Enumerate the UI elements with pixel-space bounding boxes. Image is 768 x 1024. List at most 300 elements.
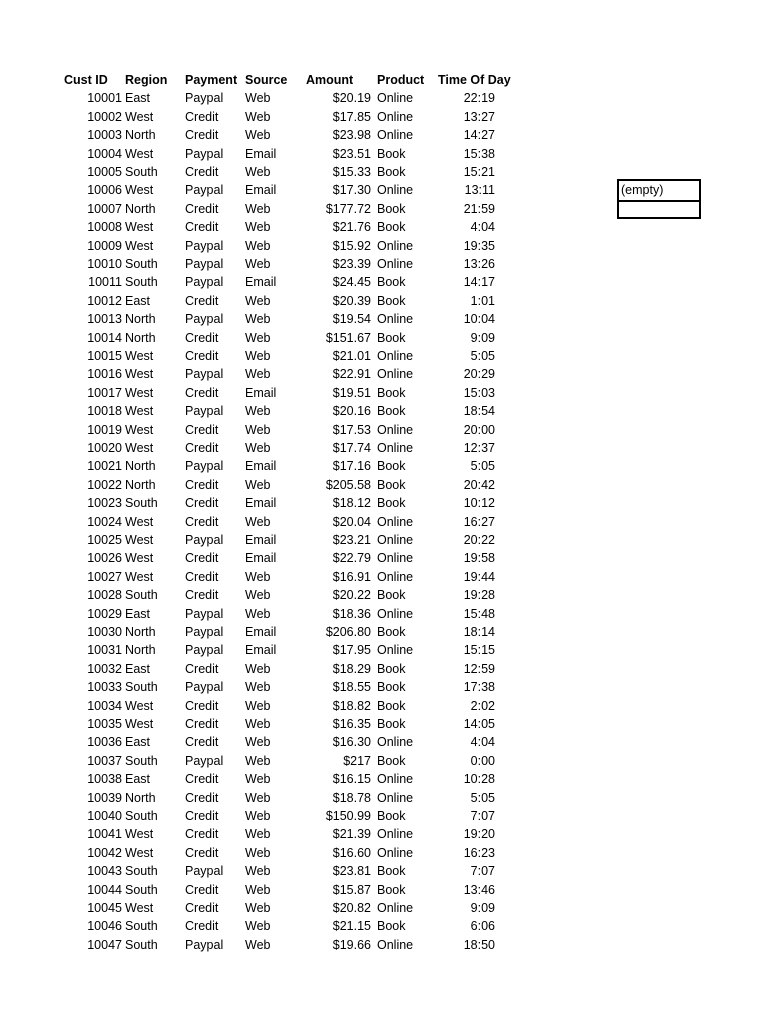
cell-product[interactable]: Online (377, 845, 414, 860)
cell-payment[interactable]: Paypal (185, 937, 224, 952)
cell-time-of-day[interactable]: 19:44 (463, 569, 495, 584)
cell-region[interactable]: West (125, 845, 154, 860)
cell-time-of-day[interactable]: 10:04 (463, 312, 495, 327)
cell-source[interactable]: Email (245, 275, 277, 290)
cell-product[interactable]: Online (377, 441, 414, 455)
cell-cust-id[interactable]: 10037 (87, 753, 122, 768)
cell-payment[interactable]: Paypal (185, 183, 224, 198)
cell-amount[interactable]: $20.04 (332, 514, 371, 529)
cell-product[interactable]: Online (377, 109, 414, 124)
cell-product[interactable]: Book (377, 220, 406, 235)
cell-payment[interactable]: Paypal (185, 275, 224, 290)
cell-source[interactable]: Web (245, 128, 271, 143)
cell-region[interactable]: North (125, 312, 156, 327)
cell-payment[interactable]: Credit (185, 293, 219, 308)
cell-region[interactable]: West (125, 901, 154, 915)
cell-payment[interactable]: Paypal (185, 146, 224, 161)
cell-product[interactable]: Online (377, 569, 414, 584)
cell-cust-id[interactable]: 10002 (87, 109, 122, 124)
cell-cust-id[interactable]: 10010 (87, 257, 122, 271)
cell-payment[interactable]: Paypal (185, 680, 224, 695)
cell-amount[interactable]: $19.54 (332, 312, 371, 327)
cell-time-of-day[interactable]: 4:04 (470, 735, 495, 750)
cell-cust-id[interactable]: 10043 (87, 864, 122, 879)
cell-product[interactable]: Book (377, 165, 406, 179)
cell-time-of-day[interactable]: 13:26 (463, 257, 495, 271)
cell-source[interactable]: Email (245, 385, 277, 400)
cell-time-of-day[interactable]: 15:48 (463, 606, 495, 621)
cell-cust-id[interactable]: 10007 (87, 201, 122, 216)
cell-amount[interactable]: $18.36 (332, 606, 371, 621)
cell-region[interactable]: South (125, 257, 158, 271)
cell-time-of-day[interactable]: 22:19 (463, 91, 495, 106)
cell-product[interactable]: Online (377, 606, 414, 621)
cell-time-of-day[interactable]: 12:59 (463, 661, 495, 676)
cell-cust-id[interactable]: 10025 (87, 533, 122, 547)
cell-amount[interactable]: $18.29 (332, 661, 371, 676)
cell-payment[interactable]: Credit (185, 349, 219, 363)
cell-amount[interactable]: $18.55 (332, 680, 371, 695)
cell-region[interactable]: South (125, 882, 158, 897)
header-product[interactable]: Product (377, 73, 425, 87)
cell-amount[interactable]: $20.22 (332, 588, 371, 603)
cell-region[interactable]: East (125, 661, 151, 676)
cell-amount[interactable]: $24.45 (332, 275, 371, 290)
cell-time-of-day[interactable]: 13:46 (463, 882, 495, 897)
cell-payment[interactable]: Paypal (185, 625, 224, 639)
cell-cust-id[interactable]: 10020 (87, 441, 122, 455)
cell-cust-id[interactable]: 10019 (87, 422, 122, 437)
cell-product[interactable]: Online (377, 937, 414, 952)
cell-payment[interactable]: Credit (185, 220, 219, 235)
cell-time-of-day[interactable]: 14:27 (463, 128, 495, 143)
cell-amount[interactable]: $21.76 (332, 220, 371, 235)
cell-time-of-day[interactable]: 16:27 (463, 514, 495, 529)
cell-payment[interactable]: Paypal (185, 312, 224, 327)
cell-amount[interactable]: $20.16 (332, 404, 371, 419)
cell-region[interactable]: West (125, 717, 154, 731)
cell-time-of-day[interactable]: 20:29 (463, 367, 495, 382)
cell-source[interactable]: Email (245, 183, 277, 198)
cell-time-of-day[interactable]: 7:07 (470, 864, 495, 879)
cell-payment[interactable]: Credit (185, 441, 219, 455)
cell-amount[interactable]: $16.60 (332, 845, 371, 860)
cell-cust-id[interactable]: 10022 (87, 477, 122, 492)
cell-time-of-day[interactable]: 5:05 (470, 790, 495, 805)
cell-cust-id[interactable]: 10017 (87, 385, 122, 400)
cell-cust-id[interactable]: 10042 (87, 845, 122, 860)
cell-product[interactable]: Book (377, 588, 406, 603)
cell-time-of-day[interactable]: 19:28 (463, 588, 495, 603)
cell-product[interactable]: Online (377, 312, 414, 327)
cell-amount[interactable]: $17.53 (332, 422, 371, 437)
cell-region[interactable]: East (125, 293, 151, 308)
cell-region[interactable]: South (125, 937, 158, 952)
cell-source[interactable]: Web (245, 349, 271, 363)
cell-cust-id[interactable]: 10005 (87, 165, 122, 179)
cell-region[interactable]: North (125, 477, 156, 492)
cell-time-of-day[interactable]: 2:02 (470, 698, 495, 713)
cell-product[interactable]: Online (377, 790, 414, 805)
cell-time-of-day[interactable]: 18:50 (463, 937, 495, 952)
cell-product[interactable]: Online (377, 827, 414, 842)
cell-source[interactable]: Web (245, 698, 271, 713)
cell-region[interactable]: West (125, 533, 154, 547)
cell-cust-id[interactable]: 10018 (87, 404, 122, 419)
cell-source[interactable]: Web (245, 680, 271, 695)
cell-product[interactable]: Book (377, 919, 406, 934)
cell-time-of-day[interactable]: 20:00 (463, 422, 495, 437)
cell-source[interactable]: Email (245, 625, 277, 639)
cell-region[interactable]: West (125, 146, 154, 161)
cell-source[interactable]: Web (245, 477, 271, 492)
cell-product[interactable]: Book (377, 404, 406, 419)
cell-cust-id[interactable]: 10021 (87, 459, 122, 474)
cell-product[interactable]: Online (377, 772, 414, 787)
cell-amount[interactable]: $17.16 (332, 459, 371, 474)
cell-region[interactable]: East (125, 606, 151, 621)
header-cust-id[interactable]: Cust ID (64, 73, 108, 87)
cell-amount[interactable]: $15.87 (332, 882, 371, 897)
cell-amount[interactable]: $23.98 (332, 128, 371, 143)
cell-time-of-day[interactable]: 12:37 (463, 441, 495, 455)
cell-time-of-day[interactable]: 19:58 (463, 551, 495, 566)
cell-product[interactable]: Online (377, 238, 414, 253)
cell-payment[interactable]: Credit (185, 109, 219, 124)
cell-payment[interactable]: Credit (185, 661, 219, 676)
cell-amount[interactable]: $206.80 (325, 625, 371, 639)
cell-payment[interactable]: Paypal (185, 238, 224, 253)
cell-source[interactable]: Email (245, 533, 277, 547)
cell-region[interactable]: South (125, 809, 158, 823)
cell-product[interactable]: Online (377, 183, 414, 198)
header-amount[interactable]: Amount (306, 73, 354, 87)
header-source[interactable]: Source (245, 73, 288, 87)
cell-time-of-day[interactable]: 19:35 (463, 238, 495, 253)
cell-cust-id[interactable]: 10026 (87, 551, 122, 566)
cell-region[interactable]: North (125, 201, 156, 216)
cell-source[interactable]: Web (245, 514, 271, 529)
cell-time-of-day[interactable]: 15:03 (463, 385, 495, 400)
cell-time-of-day[interactable]: 21:59 (463, 201, 495, 216)
cell-source[interactable]: Web (245, 735, 271, 750)
cell-cust-id[interactable]: 10032 (87, 661, 122, 676)
cell-product[interactable]: Online (377, 257, 414, 271)
cell-time-of-day[interactable]: 9:09 (470, 330, 495, 345)
cell-amount[interactable]: $18.12 (332, 496, 371, 511)
cell-amount[interactable]: $177.72 (325, 201, 371, 216)
cell-product[interactable]: Online (377, 91, 414, 106)
cell-region[interactable]: North (125, 128, 156, 143)
cell-cust-id[interactable]: 10040 (87, 809, 122, 823)
cell-region[interactable]: West (125, 238, 154, 253)
cell-region[interactable]: West (125, 183, 154, 198)
cell-cust-id[interactable]: 10035 (87, 717, 122, 731)
cell-source[interactable]: Web (245, 588, 271, 603)
cell-region[interactable]: East (125, 91, 151, 106)
cell-region[interactable]: South (125, 680, 158, 695)
cell-product[interactable]: Book (377, 680, 406, 695)
cell-cust-id[interactable]: 10024 (87, 514, 122, 529)
cell-product[interactable]: Book (377, 753, 406, 768)
cell-amount[interactable]: $20.82 (332, 901, 371, 915)
cell-source[interactable]: Web (245, 790, 271, 805)
cell-payment[interactable]: Credit (185, 790, 219, 805)
cell-time-of-day[interactable]: 15:21 (463, 165, 495, 179)
cell-time-of-day[interactable]: 9:09 (470, 901, 495, 915)
cell-region[interactable]: East (125, 772, 151, 787)
cell-product[interactable]: Online (377, 551, 414, 566)
cell-time-of-day[interactable]: 14:17 (463, 275, 495, 290)
cell-payment[interactable]: Credit (185, 422, 219, 437)
cell-payment[interactable]: Credit (185, 735, 219, 750)
cell-cust-id[interactable]: 10028 (87, 588, 122, 603)
cell-cust-id[interactable]: 10014 (87, 330, 122, 345)
cell-source[interactable]: Web (245, 441, 271, 455)
cell-cust-id[interactable]: 10027 (87, 569, 122, 584)
cell-region[interactable]: North (125, 459, 156, 474)
cell-amount[interactable]: $17.74 (332, 441, 371, 455)
cell-product[interactable]: Online (377, 533, 414, 547)
cell-region[interactable]: West (125, 404, 154, 419)
cell-source[interactable]: Web (245, 109, 271, 124)
cell-time-of-day[interactable]: 17:38 (463, 680, 495, 695)
cell-source[interactable]: Web (245, 901, 271, 915)
cell-source[interactable]: Web (245, 845, 271, 860)
cell-region[interactable]: West (125, 514, 154, 529)
cell-cust-id[interactable]: 10012 (87, 293, 122, 308)
cell-payment[interactable]: Credit (185, 551, 219, 566)
cell-amount[interactable]: $19.66 (332, 937, 371, 952)
cell-amount[interactable]: $21.01 (332, 349, 371, 363)
cell-time-of-day[interactable]: 20:42 (463, 477, 495, 492)
cell-time-of-day[interactable]: 1:01 (470, 293, 495, 308)
cell-amount[interactable]: $15.33 (332, 165, 371, 179)
cell-time-of-day[interactable]: 10:12 (463, 496, 495, 511)
cell-payment[interactable]: Credit (185, 514, 219, 529)
cell-payment[interactable]: Credit (185, 201, 219, 216)
cell-product[interactable]: Book (377, 882, 406, 897)
cell-product[interactable]: Book (377, 293, 406, 308)
cell-time-of-day[interactable]: 5:05 (470, 459, 495, 474)
cell-payment[interactable]: Credit (185, 165, 219, 179)
cell-source[interactable]: Web (245, 367, 271, 382)
cell-cust-id[interactable]: 10045 (87, 901, 122, 915)
empty-filter-cell[interactable] (619, 202, 699, 217)
cell-payment[interactable]: Paypal (185, 606, 224, 621)
cell-cust-id[interactable]: 10015 (87, 349, 122, 363)
cell-cust-id[interactable]: 10041 (87, 827, 122, 842)
cell-source[interactable]: Web (245, 257, 271, 271)
cell-cust-id[interactable]: 10044 (87, 882, 122, 897)
cell-amount[interactable]: $22.91 (332, 367, 371, 382)
cell-source[interactable]: Web (245, 753, 271, 768)
cell-payment[interactable]: Credit (185, 496, 219, 511)
cell-amount[interactable]: $17.85 (332, 109, 371, 124)
cell-time-of-day[interactable]: 6:06 (470, 919, 495, 934)
cell-amount[interactable]: $20.39 (332, 293, 371, 308)
cell-amount[interactable]: $150.99 (325, 809, 371, 823)
cell-product[interactable]: Book (377, 477, 406, 492)
cell-time-of-day[interactable]: 20:22 (463, 533, 495, 547)
cell-cust-id[interactable]: 10046 (87, 919, 122, 934)
cell-amount[interactable]: $17.30 (332, 183, 371, 198)
cell-product[interactable]: Book (377, 146, 406, 161)
cell-cust-id[interactable]: 10023 (87, 496, 122, 511)
cell-time-of-day[interactable]: 4:04 (470, 220, 495, 235)
cell-source[interactable]: Web (245, 238, 271, 253)
cell-cust-id[interactable]: 10034 (87, 698, 122, 713)
cell-cust-id[interactable]: 10013 (87, 312, 122, 327)
cell-region[interactable]: West (125, 698, 154, 713)
cell-region[interactable]: South (125, 165, 158, 179)
cell-source[interactable]: Web (245, 422, 271, 437)
cell-amount[interactable]: $20.19 (332, 91, 371, 106)
cell-region[interactable]: North (125, 790, 156, 805)
cell-cust-id[interactable]: 10039 (87, 790, 122, 805)
cell-payment[interactable]: Credit (185, 882, 219, 897)
cell-cust-id[interactable]: 10006 (87, 183, 122, 198)
cell-payment[interactable]: Paypal (185, 753, 224, 768)
cell-amount[interactable]: $151.67 (325, 330, 371, 345)
cell-cust-id[interactable]: 10038 (87, 772, 122, 787)
cell-cust-id[interactable]: 10029 (87, 606, 122, 621)
cell-region[interactable]: West (125, 569, 154, 584)
cell-time-of-day[interactable]: 18:54 (463, 404, 495, 419)
cell-payment[interactable]: Paypal (185, 91, 224, 106)
cell-product[interactable]: Online (377, 367, 414, 382)
cell-region[interactable]: West (125, 441, 154, 455)
cell-amount[interactable]: $17.95 (332, 643, 371, 658)
cell-region[interactable]: West (125, 827, 154, 842)
cell-product[interactable]: Online (377, 422, 414, 437)
cell-product[interactable]: Book (377, 661, 406, 676)
cell-payment[interactable]: Paypal (185, 257, 224, 271)
cell-payment[interactable]: Credit (185, 827, 219, 842)
cell-product[interactable]: Online (377, 128, 414, 143)
cell-payment[interactable]: Paypal (185, 367, 224, 382)
cell-source[interactable]: Web (245, 864, 271, 879)
cell-source[interactable]: Email (245, 551, 277, 566)
cell-amount[interactable]: $23.39 (332, 257, 371, 271)
cell-source[interactable]: Web (245, 91, 271, 106)
cell-time-of-day[interactable]: 15:15 (463, 643, 495, 658)
cell-region[interactable]: West (125, 367, 154, 382)
cell-time-of-day[interactable]: 18:14 (463, 625, 495, 639)
cell-amount[interactable]: $19.51 (332, 385, 371, 400)
cell-amount[interactable]: $18.78 (332, 790, 371, 805)
cell-cust-id[interactable]: 10036 (87, 735, 122, 750)
cell-payment[interactable]: Credit (185, 330, 219, 345)
cell-product[interactable]: Book (377, 625, 406, 639)
cell-amount[interactable]: $22.79 (332, 551, 371, 566)
cell-region[interactable]: South (125, 864, 158, 879)
cell-time-of-day[interactable]: 15:38 (463, 146, 495, 161)
cell-time-of-day[interactable]: 13:11 (464, 183, 495, 198)
cell-time-of-day[interactable]: 5:05 (470, 349, 495, 363)
cell-region[interactable]: South (125, 275, 158, 290)
cell-cust-id[interactable]: 10003 (87, 128, 122, 143)
cell-cust-id[interactable]: 10008 (87, 220, 122, 235)
cell-amount[interactable]: $23.51 (332, 146, 371, 161)
cell-product[interactable]: Online (377, 735, 414, 750)
cell-payment[interactable]: Credit (185, 845, 219, 860)
cell-region[interactable]: North (125, 625, 156, 639)
cell-source[interactable]: Web (245, 330, 271, 345)
cell-cust-id[interactable]: 10001 (87, 91, 122, 106)
cell-source[interactable]: Web (245, 165, 271, 179)
cell-source[interactable]: Email (245, 643, 277, 658)
cell-payment[interactable]: Paypal (185, 533, 224, 547)
cell-source[interactable]: Email (245, 459, 277, 474)
cell-payment[interactable]: Credit (185, 772, 219, 787)
cell-cust-id[interactable]: 10004 (87, 146, 122, 161)
cell-payment[interactable]: Paypal (185, 643, 224, 658)
cell-source[interactable]: Web (245, 201, 271, 216)
cell-amount[interactable]: $16.35 (332, 717, 371, 731)
cell-product[interactable]: Online (377, 514, 414, 529)
cell-amount[interactable]: $23.21 (332, 533, 371, 547)
cell-region[interactable]: West (125, 551, 154, 566)
cell-source[interactable]: Email (245, 496, 277, 511)
cell-amount[interactable]: $16.91 (332, 569, 371, 584)
cell-source[interactable]: Web (245, 937, 271, 952)
header-region[interactable]: Region (125, 73, 168, 87)
cell-time-of-day[interactable]: 19:20 (463, 827, 495, 842)
cell-source[interactable]: Web (245, 606, 271, 621)
cell-source[interactable]: Web (245, 661, 271, 676)
cell-region[interactable]: East (125, 735, 151, 750)
cell-source[interactable]: Web (245, 404, 271, 419)
cell-cust-id[interactable]: 10011 (88, 275, 122, 290)
cell-product[interactable]: Book (377, 201, 406, 216)
cell-payment[interactable]: Paypal (185, 459, 224, 474)
cell-payment[interactable]: Credit (185, 588, 219, 603)
cell-source[interactable]: Web (245, 809, 271, 823)
cell-region[interactable]: West (125, 422, 154, 437)
cell-product[interactable]: Book (377, 459, 406, 474)
cell-payment[interactable]: Credit (185, 477, 219, 492)
cell-region[interactable]: West (125, 109, 154, 124)
cell-product[interactable]: Book (377, 864, 406, 879)
cell-source[interactable]: Web (245, 569, 271, 584)
cell-region[interactable]: West (125, 385, 154, 400)
cell-cust-id[interactable]: 10009 (87, 238, 122, 253)
cell-time-of-day[interactable]: 16:23 (463, 845, 495, 860)
cell-product[interactable]: Book (377, 275, 406, 290)
cell-region[interactable]: North (125, 643, 156, 658)
cell-amount[interactable]: $16.15 (332, 772, 371, 787)
cell-region[interactable]: South (125, 588, 158, 603)
cell-region[interactable]: South (125, 919, 158, 934)
cell-amount[interactable]: $21.15 (332, 919, 371, 934)
cell-time-of-day[interactable]: 13:27 (463, 109, 495, 124)
cell-region[interactable]: South (125, 496, 158, 511)
cell-product[interactable]: Online (377, 643, 414, 658)
cell-amount[interactable]: $15.92 (332, 238, 371, 253)
cell-amount[interactable]: $23.81 (332, 864, 371, 879)
cell-region[interactable]: West (125, 220, 154, 235)
cell-source[interactable]: Web (245, 772, 271, 787)
cell-source[interactable]: Web (245, 919, 271, 934)
cell-amount[interactable]: $21.39 (332, 827, 371, 842)
cell-payment[interactable]: Credit (185, 919, 219, 934)
cell-payment[interactable]: Credit (185, 809, 219, 823)
cell-region[interactable]: South (125, 753, 158, 768)
cell-product[interactable]: Book (377, 385, 406, 400)
cell-product[interactable]: Book (377, 496, 406, 511)
cell-payment[interactable]: Credit (185, 128, 219, 143)
